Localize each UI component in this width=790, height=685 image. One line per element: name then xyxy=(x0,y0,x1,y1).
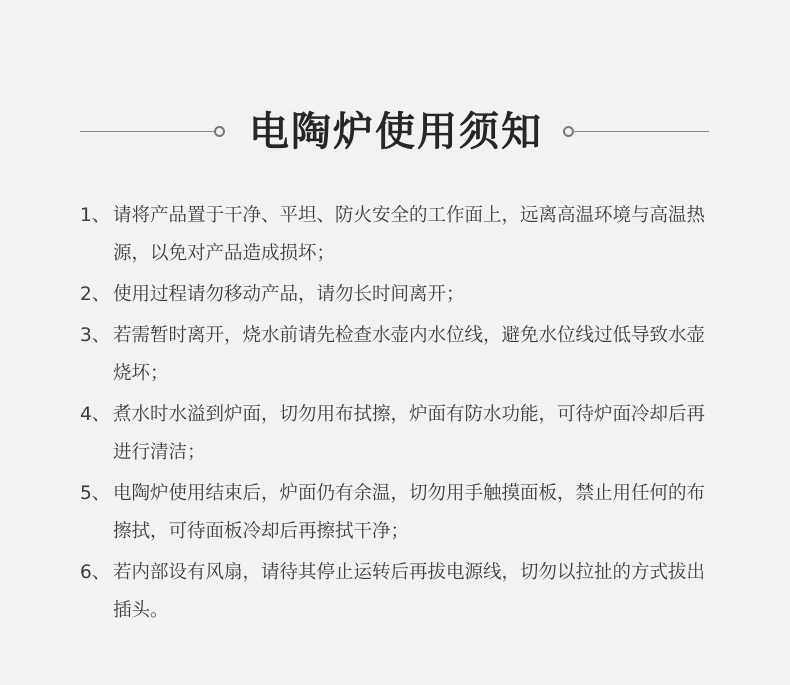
note-text: 若需暂时离开，烧水前请先检查水壶内水位线，避免水位线过低导致水壶烧坏； xyxy=(113,325,706,384)
note-item-3 xyxy=(80,317,705,393)
title-row xyxy=(0,100,790,164)
note-text: 电陶炉使用结束后，炉面仍有余温，切勿用手触摸面板，禁止用任何的布擦拭，可待面板冷却后再擦拭干净； xyxy=(113,483,706,542)
note-text: 若内部设有风扇，请待其停止运转后再拔电源线，切勿以拉扯的方式拔出插头。 xyxy=(113,562,706,621)
note-number: 4、 xyxy=(80,404,111,425)
title-right-divider xyxy=(573,131,709,132)
note-text: 请将产品置于干净、平坦、防火安全的工作面上，远离高温环境与高温热源，以免对产品造成损坏； xyxy=(113,205,706,264)
note-text: 使用过程请勿移动产品，请勿长时间离开； xyxy=(113,284,465,305)
note-item-6 xyxy=(80,554,705,630)
usage-notes-list xyxy=(80,197,705,633)
title-left-divider xyxy=(80,131,217,132)
note-number: 1、 xyxy=(80,205,111,226)
title-left-circle-icon xyxy=(214,126,225,137)
note-number: 3、 xyxy=(80,325,111,346)
note-number: 5、 xyxy=(80,483,111,504)
note-text: 煮水时水溢到炉面，切勿用布拭擦，炉面有防水功能，可待炉面冷却后再进行清洁； xyxy=(113,404,706,463)
note-item-1 xyxy=(80,197,705,273)
note-number: 2、 xyxy=(80,284,111,305)
note-item-2 xyxy=(80,276,705,314)
note-number: 6、 xyxy=(80,562,111,583)
note-item-5 xyxy=(80,475,705,551)
note-item-4 xyxy=(80,396,705,472)
page-title: 电陶炉使用须知 xyxy=(249,109,543,155)
